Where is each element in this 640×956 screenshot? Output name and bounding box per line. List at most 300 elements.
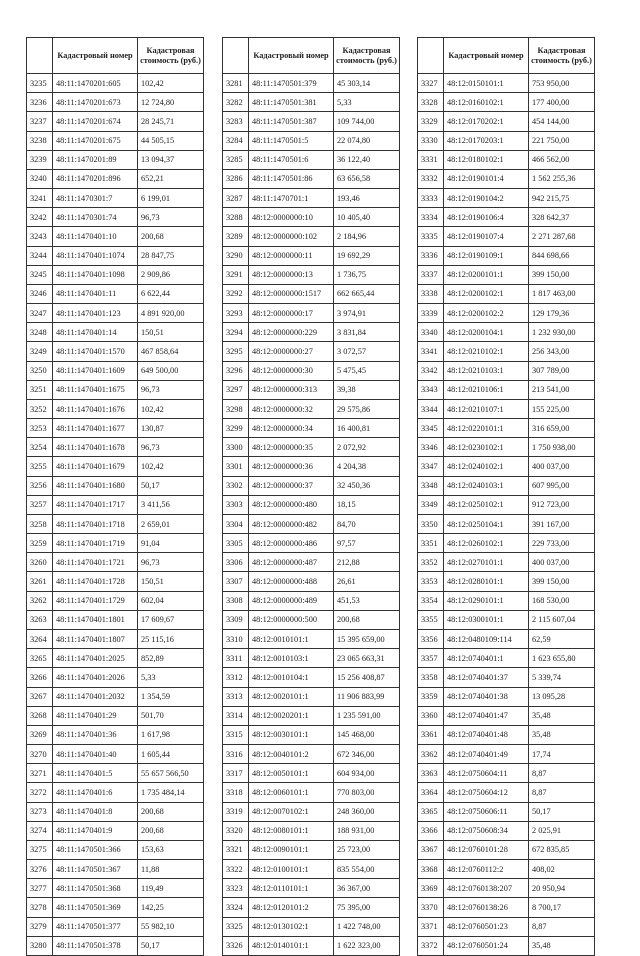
cadastral-number: 48:11:1470201:896 <box>53 169 138 188</box>
cadastral-cost: 307 789,00 <box>529 361 595 380</box>
table-row <box>418 112 595 131</box>
cadastral-cost: 26,61 <box>334 572 400 591</box>
cadastral-cost: 13 094,37 <box>138 150 204 169</box>
cadastral-number: 48:12:0190106:4 <box>444 208 529 227</box>
table-row <box>418 476 595 495</box>
table-row <box>223 476 400 495</box>
row-number: 3339 <box>418 304 444 323</box>
table-row <box>418 821 595 840</box>
cadastral-number: 48:12:0750604:12 <box>444 783 529 802</box>
cadastral-cost: 63 656,58 <box>334 169 400 188</box>
row-number: 3239 <box>27 150 53 169</box>
cadastral-cost: 652,21 <box>138 169 204 188</box>
header-cadastral-number: Кадастровый номер <box>444 38 529 74</box>
row-number: 3295 <box>223 342 249 361</box>
table-row <box>223 361 400 380</box>
table-row <box>223 668 400 687</box>
cadastral-cost: 229 733,00 <box>529 534 595 553</box>
cadastral-cost: 328 642,37 <box>529 208 595 227</box>
cadastral-number: 48:11:1470401:40 <box>53 745 138 764</box>
table-row <box>27 725 204 744</box>
row-number: 3279 <box>27 917 53 936</box>
cadastral-number: 48:12:0000000:488 <box>249 572 334 591</box>
table-row <box>223 457 400 476</box>
table-row <box>27 476 204 495</box>
row-number: 3248 <box>27 323 53 342</box>
cadastral-number: 48:12:0000000:13 <box>249 265 334 284</box>
table-row <box>223 706 400 725</box>
cadastral-number: 48:12:0020201:1 <box>249 706 334 725</box>
cadastral-cost: 852,89 <box>138 649 204 668</box>
cadastral-cost: 1 735 484,14 <box>138 783 204 802</box>
row-number: 3330 <box>418 131 444 150</box>
row-number: 3332 <box>418 169 444 188</box>
cadastral-number: 48:12:0220101:1 <box>444 419 529 438</box>
cadastral-cost: 109 744,00 <box>334 112 400 131</box>
table-row <box>27 246 204 265</box>
table-row <box>418 514 595 533</box>
cadastral-number: 48:11:1470501:379 <box>249 74 334 93</box>
table-row <box>27 783 204 802</box>
cadastral-number: 48:12:0080101:1 <box>249 821 334 840</box>
cadastral-number: 48:12:0000000:35 <box>249 438 334 457</box>
cadastral-cost: 45 303,14 <box>334 74 400 93</box>
row-number: 3307 <box>223 572 249 591</box>
table-row <box>27 860 204 879</box>
table-row <box>27 553 204 572</box>
row-number: 3347 <box>418 457 444 476</box>
cadastral-cost: 96,73 <box>138 553 204 572</box>
cadastral-number: 48:12:0050101:1 <box>249 764 334 783</box>
row-number: 3341 <box>418 342 444 361</box>
row-number: 3349 <box>418 495 444 514</box>
cadastral-cost: 36 122,40 <box>334 150 400 169</box>
cadastral-number: 48:12:0190104:2 <box>444 189 529 208</box>
cadastral-cost: 168 530,00 <box>529 591 595 610</box>
cadastral-number: 48:12:0000000:34 <box>249 419 334 438</box>
row-number: 3282 <box>223 93 249 112</box>
cadastral-cost: 96,73 <box>138 380 204 399</box>
cadastral-cost: 256 343,00 <box>529 342 595 361</box>
cadastral-number: 48:12:0240103:1 <box>444 476 529 495</box>
cadastral-number: 48:12:0740401:47 <box>444 706 529 725</box>
cadastral-cost: 35,48 <box>529 725 595 744</box>
cadastral-cost: 25 723,00 <box>334 840 400 859</box>
cadastral-cost: 2 271 287,68 <box>529 227 595 246</box>
table-header-row <box>418 38 595 74</box>
table-row <box>418 265 595 284</box>
row-number: 3275 <box>27 840 53 859</box>
row-number: 3329 <box>418 112 444 131</box>
row-number: 3321 <box>223 840 249 859</box>
cadastral-number: 48:12:0000000:11 <box>249 246 334 265</box>
row-number: 3271 <box>27 764 53 783</box>
cadastral-cost: 1 605,44 <box>138 745 204 764</box>
cadastral-number: 48:11:1470401:11 <box>53 284 138 303</box>
cadastral-number: 48:12:0000000:229 <box>249 323 334 342</box>
table-row <box>418 169 595 188</box>
cadastral-number: 48:12:0260102:1 <box>444 534 529 553</box>
cadastral-number: 48:11:1470401:1679 <box>53 457 138 476</box>
cadastral-cost: 501,70 <box>138 706 204 725</box>
cadastral-cost: 25 115,16 <box>138 629 204 648</box>
cadastral-cost: 6 622,44 <box>138 284 204 303</box>
table-row <box>27 189 204 208</box>
cadastral-cost: 22 074,80 <box>334 131 400 150</box>
table-row <box>223 284 400 303</box>
cadastral-cost: 1 736,75 <box>334 265 400 284</box>
table-header-row <box>223 38 400 74</box>
table-row <box>418 189 595 208</box>
row-number: 3346 <box>418 438 444 457</box>
cadastral-number: 48:12:0190109:1 <box>444 246 529 265</box>
cadastral-number: 48:12:0200102:1 <box>444 284 529 303</box>
table-row <box>223 169 400 188</box>
cadastral-cost: 4 204,38 <box>334 457 400 476</box>
table-row <box>27 227 204 246</box>
cadastral-number: 48:12:0750604:11 <box>444 764 529 783</box>
cadastral-number: 48:11:1470201:675 <box>53 131 138 150</box>
table-row <box>27 898 204 917</box>
row-number: 3314 <box>223 706 249 725</box>
cadastral-cost: 102,42 <box>138 399 204 418</box>
row-number: 3277 <box>27 879 53 898</box>
row-number: 3263 <box>27 610 53 629</box>
row-number: 3269 <box>27 725 53 744</box>
cadastral-cost: 96,73 <box>138 438 204 457</box>
cadastral-number: 48:12:0000000:1517 <box>249 284 334 303</box>
cadastral-cost: 942 215,75 <box>529 189 595 208</box>
cadastral-number: 48:11:1470401:6 <box>53 783 138 802</box>
table-row <box>27 284 204 303</box>
cadastral-cost: 142,25 <box>138 898 204 917</box>
cadastral-number: 48:12:0150101:1 <box>444 74 529 93</box>
cadastral-number: 48:12:0170202:1 <box>444 112 529 131</box>
cadastral-cost: 177 400,00 <box>529 93 595 112</box>
table-row <box>223 227 400 246</box>
table-row <box>223 553 400 572</box>
cadastral-cost: 55 657 566,50 <box>138 764 204 783</box>
cadastral-number: 48:11:1470401:1728 <box>53 572 138 591</box>
table-row <box>27 74 204 93</box>
table-row <box>223 534 400 553</box>
cadastral-number: 48:12:0000000:102 <box>249 227 334 246</box>
cadastral-cost: 150,51 <box>138 572 204 591</box>
cadastral-cost: 454 144,00 <box>529 112 595 131</box>
table-row <box>223 821 400 840</box>
table-row <box>223 572 400 591</box>
cadastral-number: 48:11:1470401:2032 <box>53 687 138 706</box>
cadastral-number: 48:11:1470401:1807 <box>53 629 138 648</box>
table-row <box>223 112 400 131</box>
cadastral-number: 48:11:1470401:1719 <box>53 534 138 553</box>
cadastral-number: 48:11:1470401:1609 <box>53 361 138 380</box>
table-row <box>27 93 204 112</box>
row-number: 3262 <box>27 591 53 610</box>
table-row <box>418 534 595 553</box>
cadastral-cost: 8,87 <box>529 783 595 802</box>
cadastral-cost: 604 934,00 <box>334 764 400 783</box>
table-row <box>418 879 595 898</box>
row-number: 3326 <box>223 936 249 955</box>
row-number: 3261 <box>27 572 53 591</box>
cadastral-cost: 28 245,71 <box>138 112 204 131</box>
row-number: 3345 <box>418 419 444 438</box>
cadastral-number: 48:12:0000000:487 <box>249 553 334 572</box>
header-number <box>27 38 53 74</box>
row-number: 3337 <box>418 265 444 284</box>
row-number: 3281 <box>223 74 249 93</box>
cadastral-number: 48:12:0740401:48 <box>444 725 529 744</box>
table-row <box>418 725 595 744</box>
cadastral-cost: 200,68 <box>138 821 204 840</box>
header-cadastral-number: Кадастровый номер <box>53 38 138 74</box>
table-row <box>223 74 400 93</box>
table-row <box>27 131 204 150</box>
table-row <box>418 802 595 821</box>
table-row <box>223 438 400 457</box>
table-row <box>27 169 204 188</box>
cadastral-cost: 10 405,40 <box>334 208 400 227</box>
cadastral-number: 48:11:1470501:6 <box>249 150 334 169</box>
row-number: 3294 <box>223 323 249 342</box>
row-number: 3370 <box>418 898 444 917</box>
cadastral-cost: 12 724,80 <box>138 93 204 112</box>
row-number: 3309 <box>223 610 249 629</box>
cadastral-number: 48:11:1470401:1676 <box>53 399 138 418</box>
cadastral-number: 48:12:0160102:1 <box>444 93 529 112</box>
row-number: 3299 <box>223 419 249 438</box>
cadastral-number: 48:11:1470501:368 <box>53 879 138 898</box>
table-row <box>223 495 400 514</box>
cadastral-cost: 18,15 <box>334 495 400 514</box>
row-number: 3362 <box>418 745 444 764</box>
row-number: 3372 <box>418 936 444 955</box>
table-row <box>418 74 595 93</box>
cadastral-cost: 467 858,64 <box>138 342 204 361</box>
cadastral-cost: 188 931,00 <box>334 821 400 840</box>
cadastral-number: 48:12:0000000:482 <box>249 514 334 533</box>
table-row <box>223 764 400 783</box>
table-row <box>418 610 595 629</box>
cadastral-number: 48:12:0000000:500 <box>249 610 334 629</box>
cadastral-cost: 1 817 463,00 <box>529 284 595 303</box>
cadastral-cost: 221 750,00 <box>529 131 595 150</box>
table-row <box>418 553 595 572</box>
cadastral-cost: 466 562,00 <box>529 150 595 169</box>
cadastral-cost: 2 072,92 <box>334 438 400 457</box>
cadastral-number: 48:11:1470401:29 <box>53 706 138 725</box>
table-row <box>27 687 204 706</box>
table-row <box>27 342 204 361</box>
cadastral-cost: 91,04 <box>138 534 204 553</box>
cadastral-number: 48:12:0200104:1 <box>444 323 529 342</box>
row-number: 3253 <box>27 419 53 438</box>
cadastral-number: 48:12:0000000:32 <box>249 399 334 418</box>
table-row <box>418 706 595 725</box>
table-row <box>418 860 595 879</box>
table-row <box>418 150 595 169</box>
row-number: 3270 <box>27 745 53 764</box>
row-number: 3351 <box>418 534 444 553</box>
cadastral-cost: 602,04 <box>138 591 204 610</box>
table-row <box>418 783 595 802</box>
row-number: 3333 <box>418 189 444 208</box>
table-row <box>27 438 204 457</box>
row-number: 3297 <box>223 380 249 399</box>
cadastral-number: 48:12:0090101:1 <box>249 840 334 859</box>
cadastral-number: 48:12:0000000:36 <box>249 457 334 476</box>
row-number: 3316 <box>223 745 249 764</box>
cadastral-number: 48:11:1470401:1718 <box>53 514 138 533</box>
cadastral-number: 48:12:0200102:2 <box>444 304 529 323</box>
row-number: 3305 <box>223 534 249 553</box>
cadastral-cost: 4 891 920,00 <box>138 304 204 323</box>
row-number: 3280 <box>27 936 53 955</box>
row-number: 3296 <box>223 361 249 380</box>
cadastral-cost: 2 909,86 <box>138 265 204 284</box>
table-row <box>418 936 595 955</box>
row-number: 3278 <box>27 898 53 917</box>
row-number: 3327 <box>418 74 444 93</box>
table-row <box>223 783 400 802</box>
table-row <box>418 227 595 246</box>
row-number: 3252 <box>27 399 53 418</box>
cadastral-cost: 8,87 <box>529 764 595 783</box>
cadastral-cost: 75 395,00 <box>334 898 400 917</box>
row-number: 3350 <box>418 514 444 533</box>
cadastral-number: 48:11:1470301:74 <box>53 208 138 227</box>
cadastral-cost: 2 184,96 <box>334 227 400 246</box>
table-row <box>223 189 400 208</box>
cadastral-cost: 13 095,28 <box>529 687 595 706</box>
cadastral-cost: 44 505,15 <box>138 131 204 150</box>
cadastral-number: 48:12:0000000:30 <box>249 361 334 380</box>
cadastral-cost: 400 037,00 <box>529 457 595 476</box>
table-row <box>27 380 204 399</box>
cadastral-cost: 1 750 938,00 <box>529 438 595 457</box>
cadastral-cost: 1 235 591,00 <box>334 706 400 725</box>
row-number: 3276 <box>27 860 53 879</box>
cadastral-number: 48:11:1470401:10 <box>53 227 138 246</box>
cadastral-number: 48:11:1470401:1675 <box>53 380 138 399</box>
row-number: 3267 <box>27 687 53 706</box>
table-row <box>418 342 595 361</box>
row-number: 3304 <box>223 514 249 533</box>
cadastral-cost: 28 847,75 <box>138 246 204 265</box>
table-row <box>223 304 400 323</box>
row-number: 3285 <box>223 150 249 169</box>
table-row <box>418 419 595 438</box>
cadastral-cost: 32 450,36 <box>334 476 400 495</box>
table-row <box>27 534 204 553</box>
table-row <box>223 725 400 744</box>
cadastral-cost: 672 346,00 <box>334 745 400 764</box>
cadastral-cost: 753 950,00 <box>529 74 595 93</box>
row-number: 3300 <box>223 438 249 457</box>
row-number: 3365 <box>418 802 444 821</box>
table-row <box>27 936 204 955</box>
table-row <box>223 629 400 648</box>
row-number: 3237 <box>27 112 53 131</box>
row-number: 3235 <box>27 74 53 93</box>
row-number: 3238 <box>27 131 53 150</box>
cadastral-cost: 6 199,01 <box>138 189 204 208</box>
cadastral-number: 48:12:0210102:1 <box>444 342 529 361</box>
row-number: 3344 <box>418 399 444 418</box>
table-row <box>27 668 204 687</box>
cadastral-cost: 8 700,17 <box>529 898 595 917</box>
table-row <box>223 342 400 361</box>
row-number: 3246 <box>27 284 53 303</box>
row-number: 3306 <box>223 553 249 572</box>
table-row <box>418 399 595 418</box>
cadastral-cost: 5 339,74 <box>529 668 595 687</box>
row-number: 3236 <box>27 93 53 112</box>
row-number: 3318 <box>223 783 249 802</box>
table-row <box>418 668 595 687</box>
cadastral-number: 48:12:0740401:37 <box>444 668 529 687</box>
cadastral-number: 48:11:1470401:8 <box>53 802 138 821</box>
cadastral-number: 48:12:0760138:26 <box>444 898 529 917</box>
row-number: 3361 <box>418 725 444 744</box>
cadastral-cost: 5 475,45 <box>334 361 400 380</box>
table-row <box>223 246 400 265</box>
cadastral-number: 48:11:1470401:1074 <box>53 246 138 265</box>
cadastral-cost: 316 659,00 <box>529 419 595 438</box>
row-number: 3320 <box>223 821 249 840</box>
table-row <box>223 93 400 112</box>
cadastral-number: 48:11:1470401:1680 <box>53 476 138 495</box>
cadastral-cost: 399 150,00 <box>529 572 595 591</box>
cadastral-cost: 3 411,56 <box>138 495 204 514</box>
row-number: 3336 <box>418 246 444 265</box>
row-number: 3323 <box>223 879 249 898</box>
cadastral-cost: 400 037,00 <box>529 553 595 572</box>
cadastral-number: 48:12:0130102:1 <box>249 917 334 936</box>
table-row <box>223 419 400 438</box>
cadastral-cost: 39,38 <box>334 380 400 399</box>
table-row <box>418 495 595 514</box>
cadastral-cost: 672 835,85 <box>529 840 595 859</box>
cadastral-cost: 62,59 <box>529 629 595 648</box>
table-row <box>418 304 595 323</box>
row-number: 3266 <box>27 668 53 687</box>
row-number: 3328 <box>418 93 444 112</box>
row-number: 3355 <box>418 610 444 629</box>
row-number: 3348 <box>418 476 444 495</box>
row-number: 3325 <box>223 917 249 936</box>
table-row <box>418 246 595 265</box>
cadastral-number: 48:11:1470201:605 <box>53 74 138 93</box>
row-number: 3356 <box>418 629 444 648</box>
row-number: 3241 <box>27 189 53 208</box>
cadastral-cost: 55 982,10 <box>138 917 204 936</box>
row-number: 3357 <box>418 649 444 668</box>
cadastral-cost: 2 659,01 <box>138 514 204 533</box>
table-row <box>418 649 595 668</box>
cadastral-cost: 1 623 655,80 <box>529 649 595 668</box>
cadastral-number: 48:12:0760112:2 <box>444 860 529 879</box>
header-cadastral-number: Кадастровый номер <box>249 38 334 74</box>
table-row <box>27 495 204 514</box>
table-row <box>223 150 400 169</box>
table-row <box>223 208 400 227</box>
row-number: 3287 <box>223 189 249 208</box>
cadastral-cost: 835 554,00 <box>334 860 400 879</box>
row-number: 3274 <box>27 821 53 840</box>
table-row <box>223 514 400 533</box>
